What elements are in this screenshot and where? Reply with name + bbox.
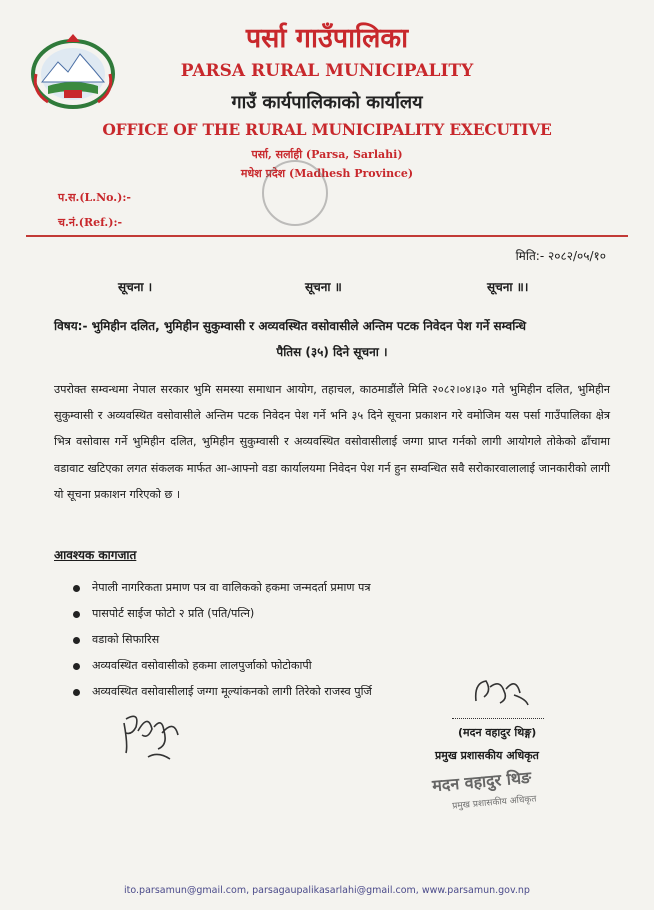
handwritten-signature-left xyxy=(118,705,188,765)
notice-heading-1: सूचना । xyxy=(118,280,153,294)
signatory-title: प्रमुख प्रशासकीय अधिकृत xyxy=(435,749,539,762)
municipality-title-english: PARSA RURAL MUNICIPALITY xyxy=(180,61,474,81)
requirements-title: आवश्यक कागजात xyxy=(54,548,137,562)
requirements-list xyxy=(70,575,372,705)
signatory-name: (मदन वहादुर थिङ्ग) xyxy=(458,726,537,739)
address-line-2: मधेश प्रदेश (Madhesh Province) xyxy=(240,167,414,180)
list-item: नेपाली नागरिकता प्रमाण पत्र वा वालिकको हकमा जन्मदर्ता प्रमाण पत्र xyxy=(70,575,372,601)
name-stamp: मदन वहादुर थिङ xyxy=(431,767,532,796)
letter-body: उपरोक्त सम्वन्धमा नेपाल सरकार भुमि समस्या समाधान आयोग, तहाचल, काठमाडौंले मिति २०८२।०४।३० गते भुमिहीन दलित, भुमिहीन सुकुम्वासी र अव्यवस्थित वसोवासीले अन्तिम पटक निवेदन पेश गर्ने भनि ३५ दिने सूचना प्रकाशन गरे वमोजिम यस पर्सा गाउँपालिका क्षेत्र भित्र वसोवास गर्ने भुमिहीन दलित, भुमिहीन सुकुम्वासी र अव्यवस्थित वसोवासीलाई जग्गा प्राप्त गर्नको लागी आयोगले तोकेको ढाँचामा वडावाट खटिएका लगत संकलक मार्फत आ-आफ्नो वडा कार्यालयमा निवेदन पेश गर्न हुन सम्वन्धित सवै सरोकारवालालाई जानकारीको लागी यो सूचना प्रकाशन गरिएको छ । xyxy=(54,383,610,501)
subject-line-2: पैतिस (३५) दिने सूचना । xyxy=(276,345,388,359)
list-item: अव्यवस्थित वसोवासीको हकमा लालपुर्जाको फोटोकापी xyxy=(70,653,372,679)
ref-label: च.नं.(Ref.):- xyxy=(58,216,123,229)
signature-line xyxy=(452,718,544,719)
address-line-1: पर्सा, सर्लाही (Parsa, Sarlahi) xyxy=(251,148,403,161)
title-stamp: प्रमुख प्रशासकीय अधिकृत xyxy=(451,794,537,812)
list-item: वडाको सिफारिस xyxy=(70,627,372,653)
notice-heading-2: सूचना ॥ xyxy=(305,280,342,294)
subject xyxy=(54,313,610,365)
office-title-english: OFFICE OF THE RURAL MUNICIPALITY EXECUTIVE xyxy=(102,120,552,139)
footer-contact: ito.parsamun@gmail.com, parsagaupalikasarlahi@gmail.com, www.parsamun.gov.np xyxy=(124,885,530,896)
list-item: अव्यवस्थित वसोवासीलाई जग्गा मूल्यांकनको लागी तिरेको राजस्व पुर्जि xyxy=(70,679,372,705)
list-item: पासपोर्ट साईज फोटो २ प्रति (पति/पत्नि) xyxy=(70,601,372,627)
notice-heading-3: सूचना ॥। xyxy=(487,280,529,294)
municipality-title-nepali: पर्सा गाउँपालिका xyxy=(245,23,409,54)
office-title-nepali: गाउँ कार्यपालिकाको कार्यालय xyxy=(231,92,423,113)
ref-no-label: प.स.(L.No.):- xyxy=(58,191,131,204)
subject-line-1: विषय:- भुमिहीन दलित, भुमिहीन सुकुम्वासी र अव्यवस्थित वसोवासीले अन्तिम पटक निवेदन पेश गर्ने सम्वन्धि xyxy=(54,319,527,333)
office-seal xyxy=(262,160,328,226)
header-divider xyxy=(26,235,628,237)
letter-date: मिति:- २०८२/०५/१० xyxy=(515,249,606,263)
handwritten-signature-right xyxy=(470,673,532,713)
